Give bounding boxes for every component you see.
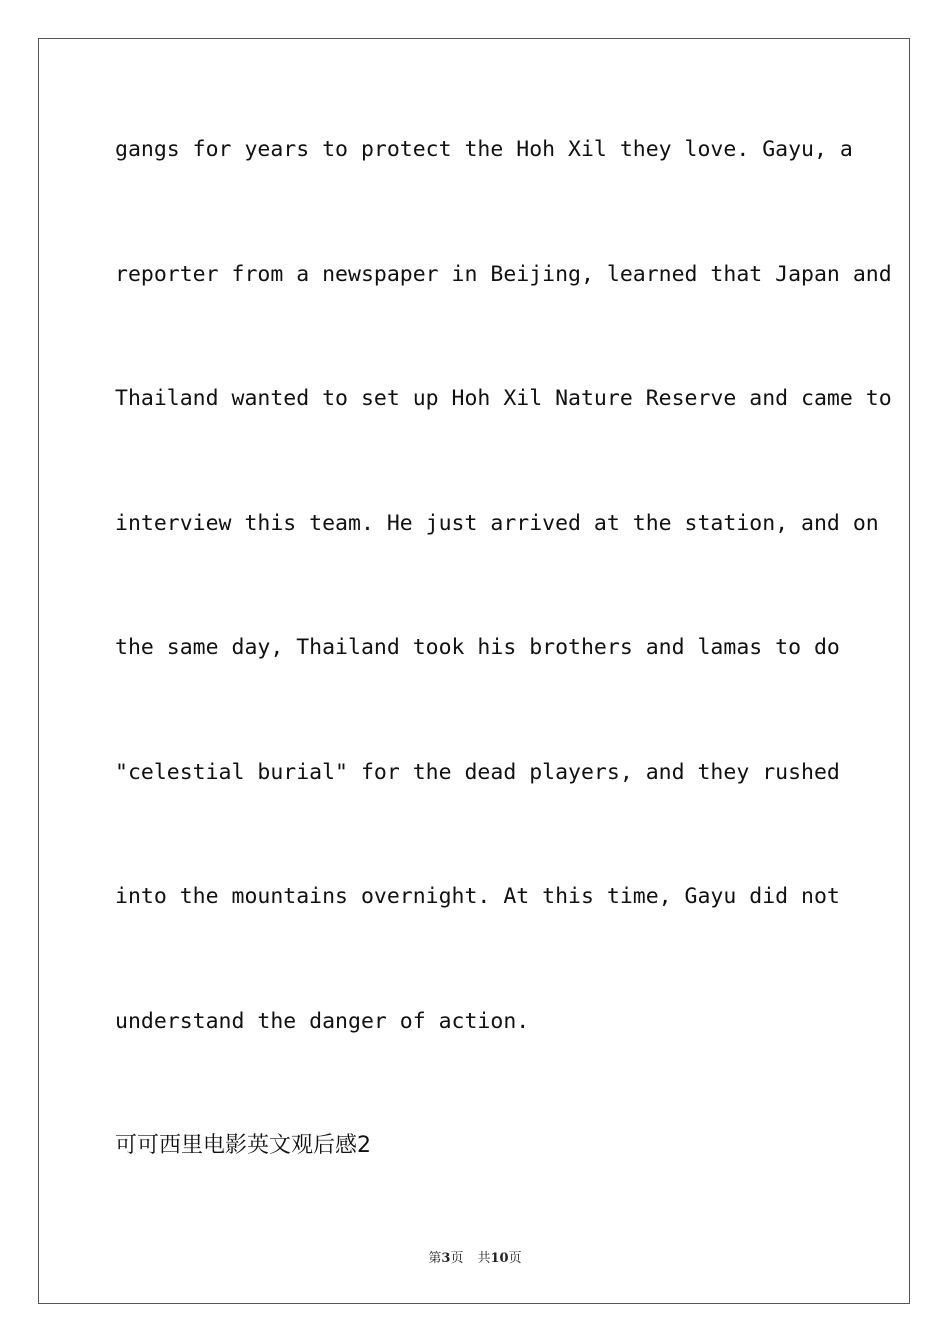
paragraph-line-7: into the mountains overnight. At this time, Gayu did not bbox=[115, 884, 840, 909]
paragraph-line-6: "celestial burial" for the dead players, and they rushed bbox=[115, 759, 840, 785]
body-paragraph bbox=[115, 130, 892, 1126]
paragraph-line-2: reporter from a newspaper in Beijing, learned that Japan and bbox=[115, 261, 892, 287]
total-suffix: 页 bbox=[508, 1251, 522, 1266]
paragraph-line-3: Thailand wanted to set up Hoh Xil Nature Reserve and came to bbox=[115, 386, 892, 411]
total-pages: 10 bbox=[490, 1251, 509, 1266]
page-number: 3 bbox=[441, 1251, 451, 1266]
page-footer bbox=[0, 1247, 950, 1266]
page-prefix: 第 bbox=[428, 1251, 442, 1266]
section-heading: 可可西里电影英文观后感2 bbox=[115, 1133, 371, 1158]
paragraph-line-8: understand the danger of action. bbox=[115, 1008, 530, 1034]
paragraph-line-5: the same day, Thailand took his brothers and lamas to do bbox=[115, 635, 840, 660]
paragraph-line-1: gangs for years to protect the Hoh Xil they love. Gayu, a bbox=[115, 137, 853, 162]
paragraph-line-4: interview this team. He just arrived at the station, and on bbox=[115, 510, 879, 536]
page-suffix: 页 bbox=[450, 1251, 464, 1266]
total-prefix: 共 bbox=[477, 1251, 491, 1266]
